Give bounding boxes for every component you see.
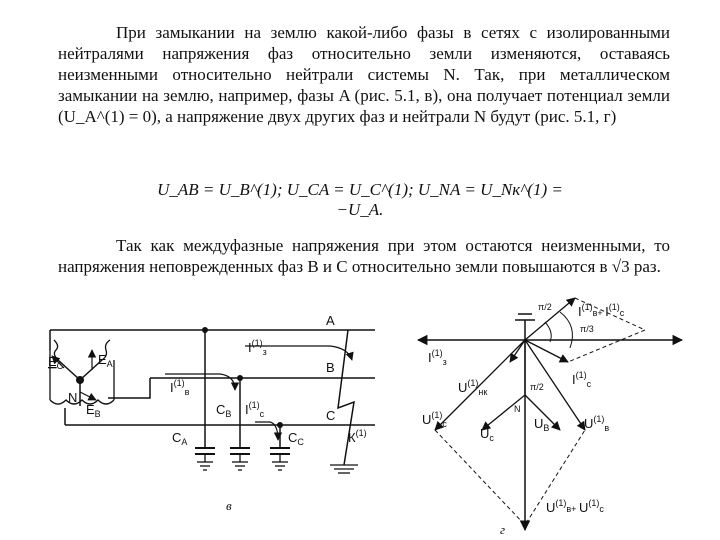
- label-sum-i: $I^{(1)}_{в+}$ $I^{(1)}_с$: [578, 302, 625, 319]
- label-neutral: N: [68, 390, 78, 405]
- label-uc: $U_с$: [480, 426, 494, 443]
- formula: U_AB = U_B^(1); U_CA = U_C^(1); U_NA = U_Nк^(1) = −U_A.: [157, 180, 563, 219]
- label-ub1: $U^{(1)}_в$: [584, 414, 610, 433]
- label-unk: $U^{(1)}_{нк}$: [458, 378, 488, 397]
- label-ic: $I^{(1)}_с$: [245, 400, 265, 419]
- caption-v: в: [226, 498, 232, 513]
- label-sum-u: $U^{(1)}_{в+}$ $U^{(1)}_с$: [546, 498, 604, 515]
- label-pi2-top: π/2: [538, 302, 552, 312]
- label-cc: $C_С$: [288, 430, 304, 447]
- label-ib: $I^{(1)}_в$: [170, 378, 190, 397]
- label-eb: $E_B$: [86, 402, 101, 419]
- paragraph-2: Так как междуфазные напряжения при этом остаются неизменными, то напряжения неповрежденных фаз B и C относительно земли повышаются в √3 раз.: [58, 236, 670, 276]
- paragraph-1: При замыкании на землю какой-либо фазы в сетях с изолированными нейтралями напряжения фаз относительно земли изменяются, оставаясь неизменными относительно нейтрали системы N. Так, при металлическом замыкании на землю, например, фазы A (рис. 5.1, в), она получает потенциал земли (U_A^(1) = 0), а напряжение двух других фаз и нейтрали N будут (рис. 5.1, г): [58, 23, 670, 126]
- label-uc1: $U^{(1)}_с$: [422, 410, 447, 429]
- label-i3: $I^{(1)}_з$: [428, 348, 447, 367]
- circuit-diagram: [30, 290, 410, 520]
- label-ca: $C_А$: [172, 430, 188, 447]
- label-ec: $E_C$: [48, 354, 64, 371]
- label-cb: $C_В$: [216, 402, 232, 419]
- label-i3: $I^{(1)}_з$: [248, 338, 267, 357]
- label-ea: $E_A$: [98, 352, 113, 369]
- label-fault: $К^{(1)}$: [348, 428, 367, 445]
- label-pi3: π/3: [580, 324, 594, 334]
- label-ub: $U_В$: [534, 416, 550, 433]
- phasor-diagram: [410, 290, 710, 538]
- label-ic: $I^{(1)}_с$: [572, 370, 592, 389]
- label-b: B: [326, 360, 335, 375]
- label-n: N: [514, 404, 521, 414]
- label-pi2-mid: π/2: [530, 382, 544, 392]
- label-c: C: [326, 408, 336, 423]
- label-a: A: [326, 313, 335, 328]
- caption-g: г: [500, 522, 506, 537]
